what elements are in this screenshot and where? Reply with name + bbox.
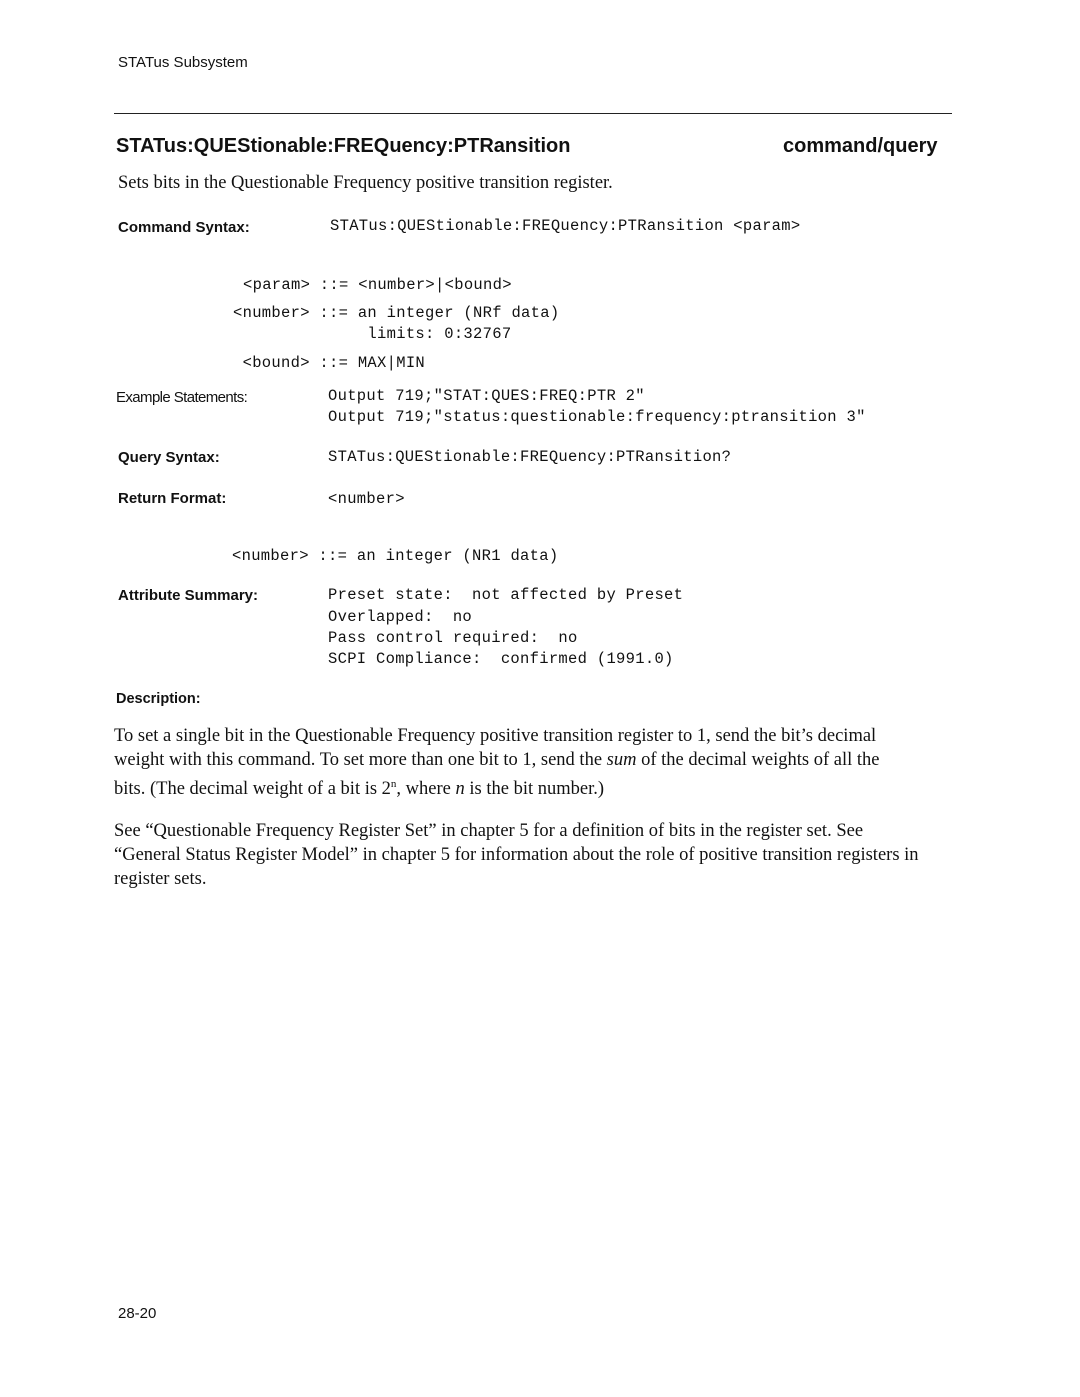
attribute-scpi-compliance: SCPI Compliance: confirmed (1991.0) [328,650,674,668]
label-return-format: Return Format: [118,490,227,507]
running-header: STATus Subsystem [118,54,248,71]
return-format-def: <number> ::= an integer (NR1 data) [232,547,559,565]
example-statement-2: Output 719;"status:questionable:frequency:ptransition 3" [328,408,866,426]
description-text-d: is the bit number.) [464,779,604,800]
label-attribute-summary: Attribute Summary: [118,587,259,604]
command-syntax-line: STATus:QUEStionable:FREQuency:PTRansition <param> [330,217,801,235]
command-type: command/query [783,135,938,157]
syntax-def-bound: <bound> ::= MAX|MIN [233,354,426,372]
page-number: 28-20 [118,1305,157,1322]
label-description: Description: [116,691,201,707]
description-superscript-n: n [390,778,397,790]
description-emphasis-n: n [455,779,465,800]
syntax-def-number: <number> ::= an integer (NRf data) [233,304,560,322]
command-summary: Sets bits in the Questionable Frequency positive transition register. [118,173,613,193]
label-example-statements: Example Statements: [116,389,248,406]
description-emphasis-sum: sum [606,750,637,770]
description-text-b: of the decimal weights of all the bits. (The decimal weight of a bit is 2 [114,750,880,800]
description-text-a: To set a single bit in the Questionable Frequency positive transition register to 1, send the bit’s decimal weight with this command. To set more than one bit to 1, send the [114,726,877,770]
description-paragraph-1 [114,724,914,801]
description-paragraph-2: See “Questionable Frequency Register Set” in chapter 5 for a definition of bits in the register set. See “General Status Register Model” in chapter 5 for information about the role of positive transition registers in register sets. [114,821,919,889]
example-statement-1: Output 719;"STAT:QUES:FREQ:PTR 2" [328,387,645,405]
syntax-def-limits: limits: 0:32767 [233,325,512,343]
description-text-c: , where [396,779,456,800]
label-query-syntax: Query Syntax: [118,449,220,466]
attribute-pass-control: Pass control required: no [328,629,578,647]
attribute-overlapped: Overlapped: no [328,608,473,626]
query-syntax-line: STATus:QUEStionable:FREQuency:PTRansition? [328,448,732,466]
command-title: STATus:QUEStionable:FREQuency:PTRansition [116,135,571,157]
header-rule [114,113,952,114]
return-format-value: <number> [328,490,405,508]
attribute-preset: Preset state: not affected by Preset [328,586,684,604]
label-command-syntax: Command Syntax: [118,219,250,236]
syntax-def-param: <param> ::= <number>|<bound> [243,276,512,294]
